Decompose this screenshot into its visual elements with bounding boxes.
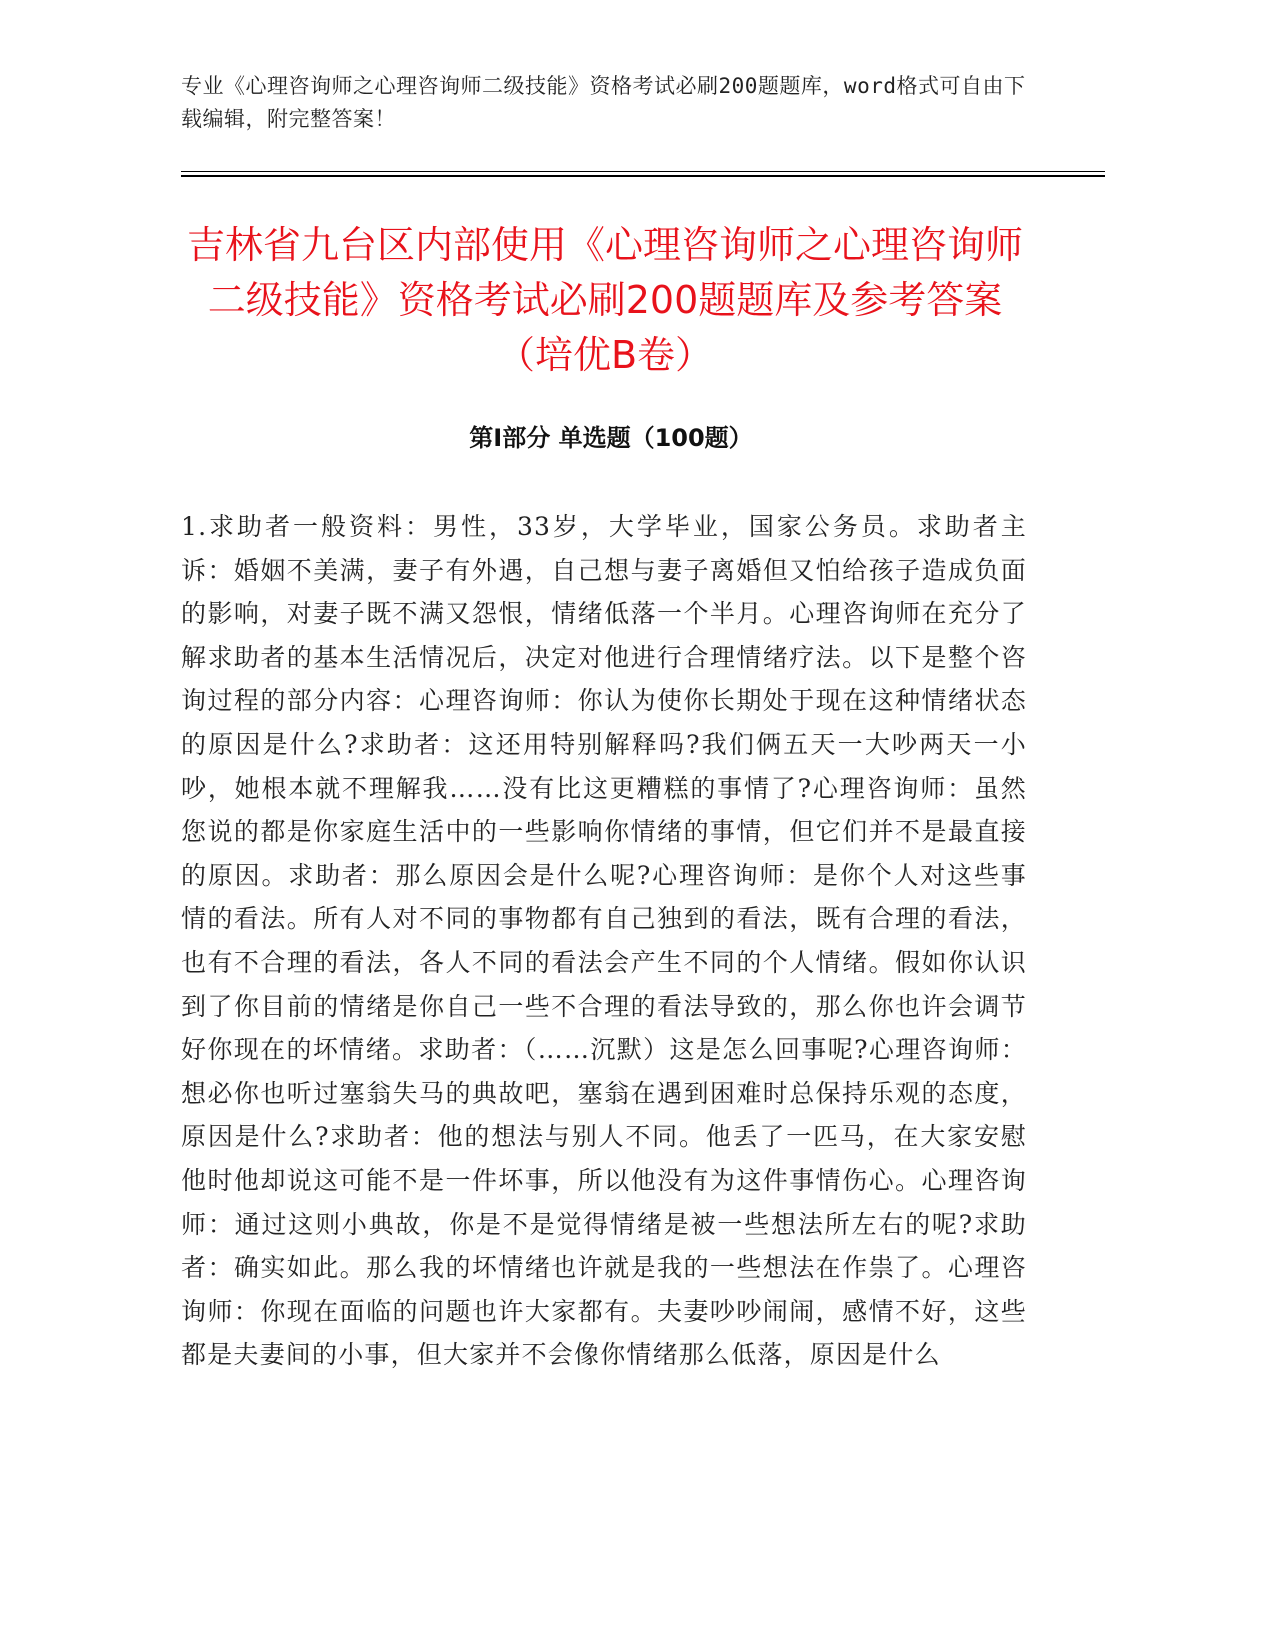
section-heading: 第I部分 单选题（100题） bbox=[469, 424, 753, 452]
header-divider-thin bbox=[181, 171, 1105, 172]
document-title: 吉林省九台区内部使用《心理咨询师之心理咨询师二级技能》资格考试必刷200题题库及参考答案（培优B卷） bbox=[186, 223, 1023, 377]
header-note: 专业《心理咨询师之心理咨询师二级技能》资格考试必刷200题题库，word格式可自由下载编辑，附完整答案！ bbox=[181, 74, 1026, 131]
header-divider-thick bbox=[181, 175, 1105, 177]
question-1-text: 1.求助者一般资料：男性，33岁，大学毕业，国家公务员。求助者主诉：婚姻不美满，妻子有外遇，自己想与妻子离婚但又怕给孩子造成负面的影响，对妻子既不满又怨恨，情绪低落一个半月。心理咨询师在充分了解求助者的基本生活情况后，决定对他进行合理情绪疗法。以下是整个咨询过程的部分内容：心理咨询师：你认为使你长期处于现在这种情绪状态的原因是什么?求助者：这还用特别解释吗?我们俩五天一大吵两天一小吵，她根本就不理解我……没有比这更糟糕的事情了?心理咨询师：虽然您说的都是你家庭生活中的一些影响你情绪的事情，但它们并不是最直接的原因。求助者：那么原因会是什么呢?心理咨询师：是你个人对这些事情的看法。所有人对不同的事物都有自己独到的看法，既有合理的看法，也有不合理的看法，各人不同的看法会产生不同的个人情绪。假如你认识到了你目前的情绪是你自己一些不合理的看法导致的，那么你也许会调节好你现在的坏情绪。求助者：（……沉默）这是怎么回事呢?心理咨询师：想必你也听过塞翁失马的典故吧，塞翁在遇到困难时总保持乐观的态度，原因是什么?求助者：他的想法与别人不同。他丢了一匹马，在大家安慰他时他却说这可能不是一件坏事，所以他没有为这件事情伤心。心理咨询师：通过这则小典故，你是不是觉得情绪是被一些想法所左右的呢?求助者：确实如此。那么我的坏情绪也许就是我的一些想法在作祟了。心理咨询师：你现在面临的问题也许大家都有。夫妻吵吵闹闹，感情不好，这些都是夫妻间的小事，但大家并不会像你情绪那么低落，原因是什么 bbox=[181, 512, 1027, 1370]
